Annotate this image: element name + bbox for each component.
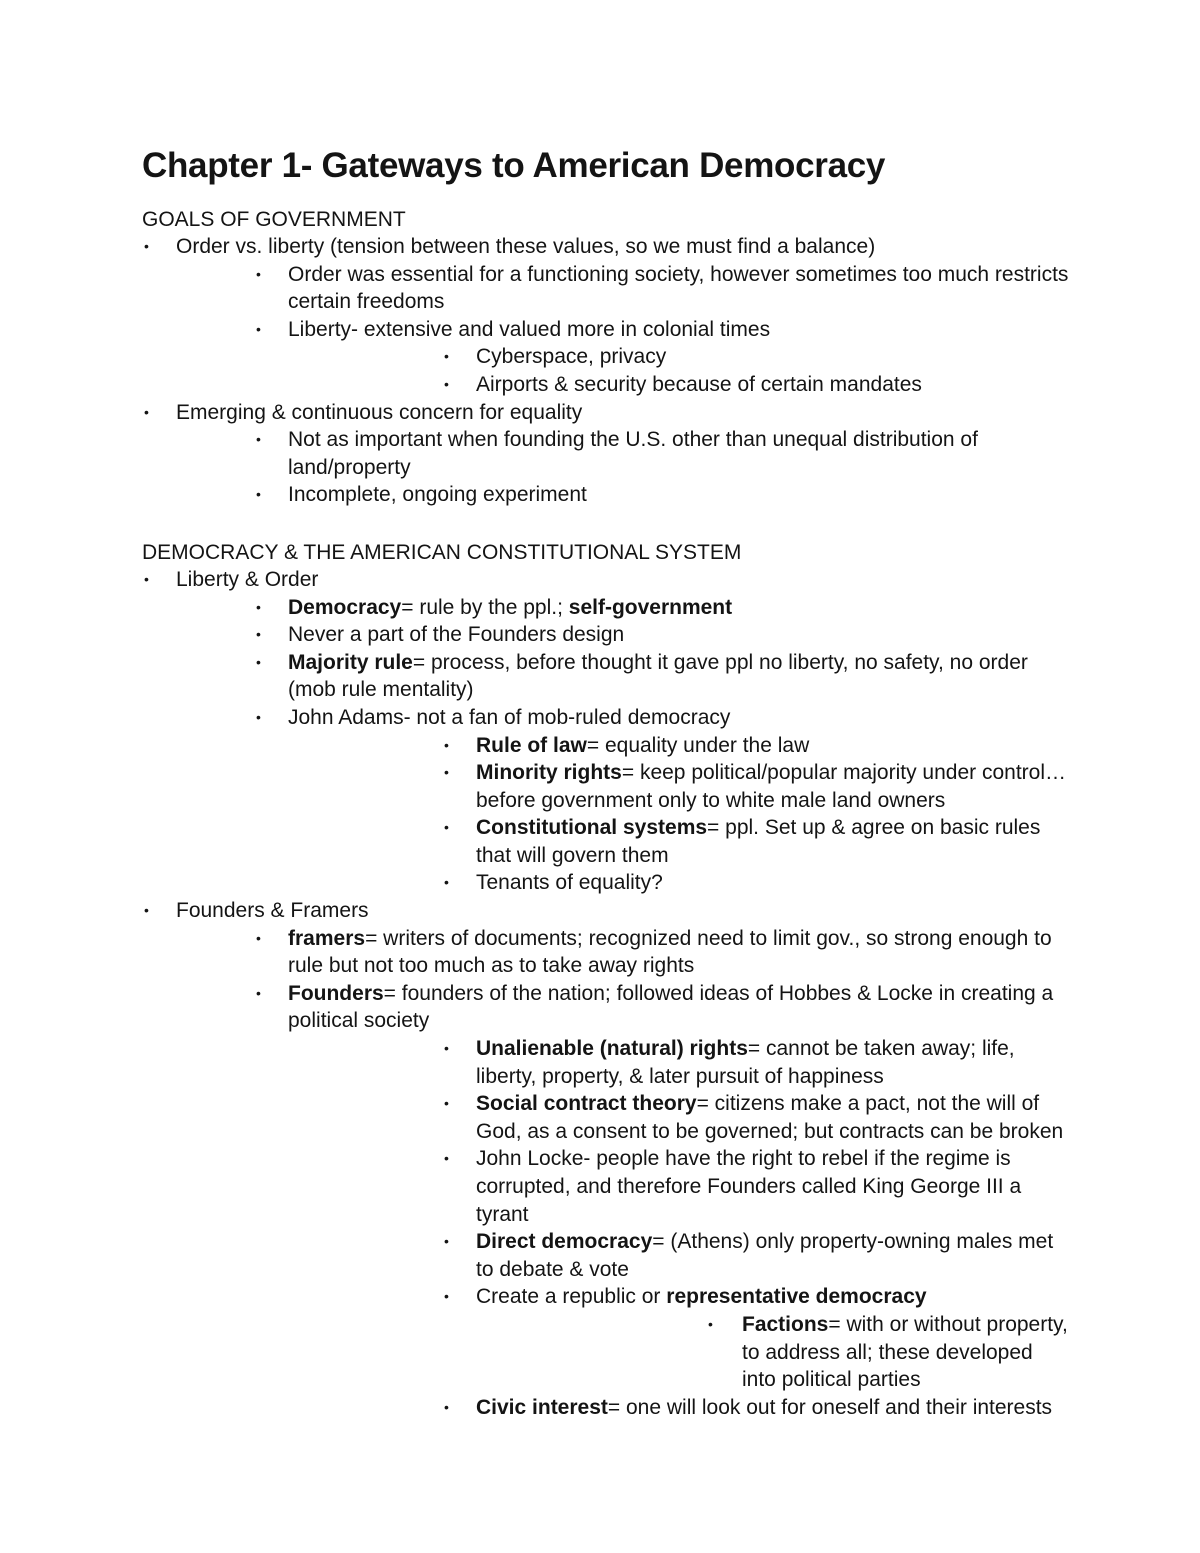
term-label: Majority rule bbox=[288, 650, 413, 674]
list-item bbox=[288, 1035, 1072, 1090]
item-text: Cyberspace, privacy bbox=[476, 345, 667, 369]
bullet-icon: • bbox=[144, 902, 149, 919]
term-label: framers bbox=[288, 926, 366, 950]
list-item bbox=[176, 594, 1072, 622]
item-text: = (Athens) only property-owning males met to debate & vote bbox=[476, 1230, 1054, 1281]
item-text: Emerging & continuous concern for equality bbox=[176, 400, 583, 424]
bullet-list bbox=[288, 343, 1072, 398]
bullet-list bbox=[176, 925, 1072, 1422]
list-item bbox=[176, 426, 1072, 481]
bullet-icon: • bbox=[444, 874, 449, 891]
bullet-icon: • bbox=[444, 1398, 449, 1415]
list-item bbox=[288, 1090, 1072, 1145]
item-text: Liberty- extensive and valued more in colonial times bbox=[288, 317, 771, 341]
item-text: Order was essential for a functioning society, however sometimes too much restricts certain freedoms bbox=[288, 262, 1069, 314]
list-item bbox=[288, 814, 1072, 869]
bullet-icon: • bbox=[256, 984, 261, 1001]
list-item bbox=[142, 566, 1072, 897]
bullet-icon: • bbox=[444, 736, 449, 753]
item-text: Liberty & Order bbox=[176, 567, 319, 591]
bullet-icon: • bbox=[256, 708, 261, 725]
bullet-icon: • bbox=[256, 320, 261, 337]
list-item bbox=[288, 732, 1072, 760]
list-item bbox=[176, 980, 1072, 1422]
bullet-icon: • bbox=[444, 1150, 449, 1167]
list-item bbox=[288, 1394, 1072, 1422]
term-label: Democracy bbox=[288, 595, 402, 619]
list-item bbox=[176, 925, 1072, 980]
bullet-icon: • bbox=[256, 626, 261, 643]
bullet-icon: • bbox=[708, 1315, 713, 1332]
list-item bbox=[176, 649, 1072, 704]
bullet-icon: • bbox=[256, 431, 261, 448]
document-page bbox=[142, 143, 1072, 1421]
item-text: Never a part of the Founders design bbox=[288, 623, 625, 647]
item-text: Tenants of equality? bbox=[476, 871, 663, 895]
bullet-list bbox=[288, 1035, 1072, 1421]
bullet-icon: • bbox=[444, 1233, 449, 1250]
item-text: = writers of documents; recognized need to limit gov., so strong enough to rule but not too much as to take away rights bbox=[288, 926, 1052, 978]
list-item bbox=[176, 481, 1072, 509]
bullet-icon: • bbox=[444, 375, 449, 392]
bullet-list bbox=[476, 1311, 1072, 1394]
list-item bbox=[288, 1145, 1072, 1228]
list-item bbox=[288, 371, 1072, 399]
term-label: Social contract theory bbox=[476, 1092, 697, 1116]
bullet-list bbox=[176, 261, 1072, 399]
item-text: = with or without property, to address all; these developed into political parties bbox=[742, 1312, 1068, 1392]
bullet-icon: • bbox=[444, 819, 449, 836]
item-text: John Adams- not a fan of mob-ruled democracy bbox=[288, 705, 731, 729]
term-label: Founders bbox=[288, 981, 384, 1005]
list-item bbox=[176, 316, 1072, 399]
page-title: Chapter 1- Gateways to American Democracy bbox=[142, 146, 886, 185]
item-text: = equality under the law bbox=[586, 733, 810, 757]
term-label: Constitutional systems bbox=[476, 816, 708, 840]
list-item bbox=[176, 261, 1072, 316]
list-item bbox=[142, 897, 1072, 1421]
list-item bbox=[142, 233, 1072, 399]
bullet-icon: • bbox=[444, 1288, 449, 1305]
bullet-icon: • bbox=[256, 598, 261, 615]
item-text: Founders & Framers bbox=[176, 899, 369, 923]
bullet-list bbox=[176, 594, 1072, 898]
bullet-icon: • bbox=[256, 653, 261, 670]
section-spacer bbox=[142, 509, 1072, 539]
bullet-list bbox=[142, 566, 1072, 1421]
bullet-list bbox=[176, 426, 1072, 509]
item-text: = rule by the ppl.; bbox=[401, 595, 569, 619]
item-text: Order vs. liberty (tension between these values, so we must find a balance) bbox=[176, 235, 876, 258]
bullet-icon: • bbox=[256, 265, 261, 282]
term-label: Factions bbox=[742, 1312, 829, 1336]
list-item bbox=[176, 704, 1072, 897]
bullet-icon: • bbox=[144, 238, 149, 254]
list-item bbox=[288, 869, 1072, 897]
term-label: representative democracy bbox=[666, 1285, 927, 1309]
bullet-icon: • bbox=[444, 1040, 449, 1057]
section-democracy-constitutional-system bbox=[142, 539, 1072, 1421]
term-label: Direct democracy bbox=[476, 1230, 653, 1254]
item-text: = cannot be taken away; life, liberty, property, & later pursuit of happiness bbox=[476, 1037, 1015, 1088]
bullet-list bbox=[288, 732, 1072, 898]
bullet-icon: • bbox=[444, 348, 449, 365]
term-label: Civic interest bbox=[476, 1395, 608, 1419]
item-text: = keep political/popular majority under control… before government only to white male land owners bbox=[476, 761, 1066, 812]
bullet-icon: • bbox=[144, 403, 149, 420]
item-text: = ppl. Set up & agree on basic rules that will govern them bbox=[476, 816, 1041, 867]
item-text: Create a republic or bbox=[476, 1285, 667, 1309]
term-label: Rule of law bbox=[476, 733, 587, 757]
list-item bbox=[476, 1311, 1072, 1394]
term-label: Unalienable (natural) rights bbox=[476, 1037, 748, 1061]
item-text: = founders of the nation; followed ideas of Hobbes & Locke in creating a political society bbox=[288, 981, 1054, 1033]
item-text: Incomplete, ongoing experiment bbox=[288, 483, 587, 507]
bullet-icon: • bbox=[444, 764, 449, 781]
item-text: = process, before thought it gave ppl no liberty, no safety, no order (mob rule mentality) bbox=[288, 650, 1028, 702]
term-label: Minority rights bbox=[476, 761, 622, 785]
bullet-icon: • bbox=[144, 570, 149, 587]
item-text: = citizens make a pact, not the will of God, as a consent to be governed; but contracts can be broken bbox=[476, 1092, 1064, 1143]
section-heading: GOALS OF GOVERNMENT bbox=[142, 208, 406, 231]
item-text: = one will look out for oneself and their interests bbox=[607, 1395, 1053, 1419]
section-goals-of-government bbox=[142, 206, 1072, 509]
list-item bbox=[288, 1283, 1072, 1393]
item-text: Not as important when founding the U.S. other than unequal distribution of land/property bbox=[288, 428, 978, 479]
bullet-icon: • bbox=[256, 929, 261, 946]
list-item bbox=[176, 621, 1072, 649]
term-label: self-government bbox=[568, 595, 733, 619]
bullet-icon: • bbox=[256, 486, 261, 503]
item-text: John Locke- people have the right to rebel if the regime is corrupted, and therefore Founders called King George III a tyrant bbox=[476, 1147, 1022, 1226]
item-text: Airports & security because of certain mandates bbox=[476, 372, 922, 396]
section-heading: DEMOCRACY & THE AMERICAN CONSTITUTIONAL SYSTEM bbox=[142, 540, 742, 564]
list-item bbox=[288, 759, 1072, 814]
list-item bbox=[288, 1228, 1072, 1283]
list-item bbox=[288, 343, 1072, 371]
list-item bbox=[142, 399, 1072, 509]
bullet-icon: • bbox=[444, 1095, 449, 1112]
bullet-list bbox=[142, 233, 1072, 509]
